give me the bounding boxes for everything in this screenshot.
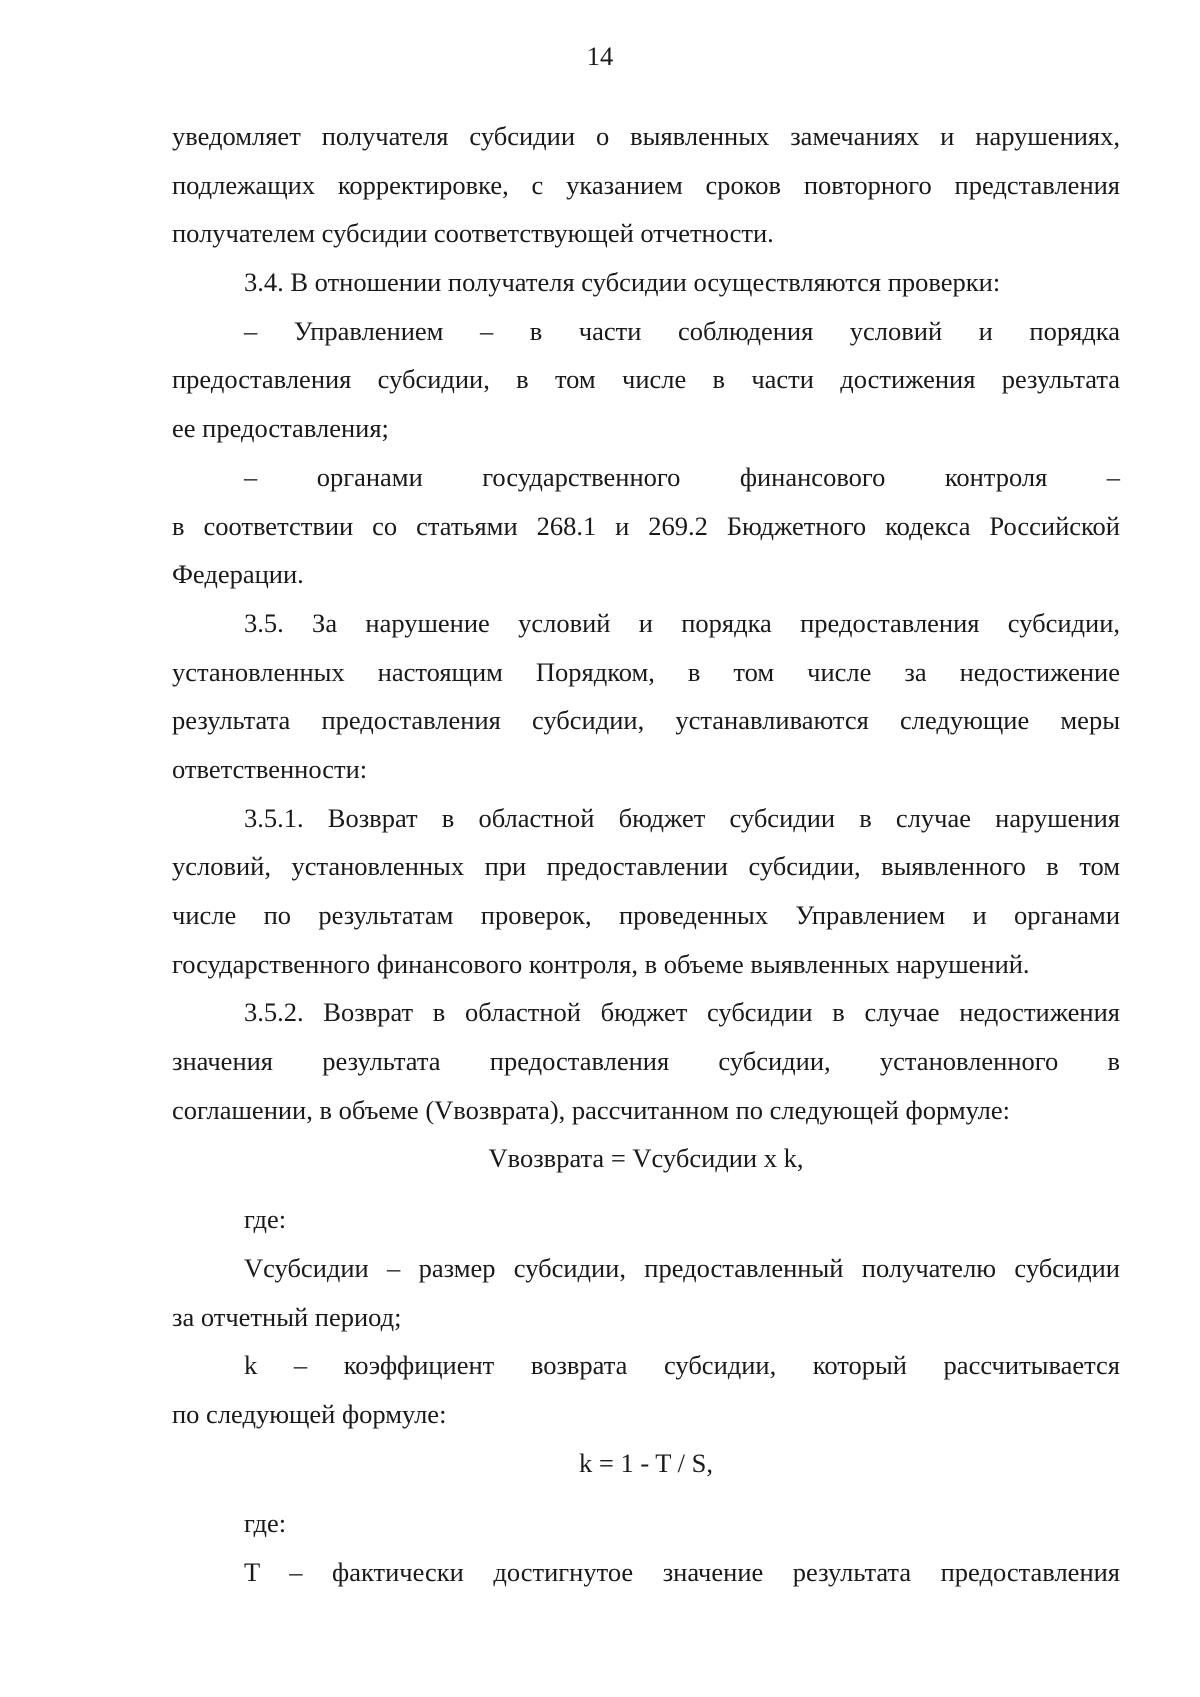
- text-line: результата предоставления субсидии, устанавливаются следующие меры: [172, 705, 1120, 736]
- list-item-line: – органами государственного финансового контроля –: [244, 461, 1120, 492]
- text-line: ответственности:: [172, 753, 368, 784]
- formula-v-return: Vвозврата = Vсубсидии x k,: [488, 1143, 804, 1174]
- text-line: получателем субсидии соответствующей отчетности.: [172, 218, 774, 249]
- spacer: [172, 1487, 1120, 1499]
- page-number: 14: [586, 41, 614, 71]
- text-line: условий, установленных при предоставлении субсидии, выявленного в том: [172, 851, 1120, 882]
- text-line: Федерации.: [172, 559, 304, 590]
- section-3-5-line: 3.5. За нарушение условий и порядка предоставления субсидии,: [244, 607, 1120, 638]
- text-line: предоставления субсидии, в том числе в части достижения результата: [172, 364, 1120, 395]
- text-line: соглашении, в объеме (Vвозврата), рассчитанном по следующей формуле:: [172, 1094, 1011, 1125]
- text-line: в соответствии со статьями 268.1 и 269.2 Бюджетного кодекса Российской: [172, 510, 1120, 541]
- text-line: значения результата предоставления субсидии, установленного в: [172, 1046, 1120, 1077]
- formula-k: k = 1 - T / S,: [579, 1447, 713, 1478]
- section-3-4-line: 3.4. В отношении получателя субсидии осуществляются проверки:: [244, 267, 1001, 298]
- where-label: где:: [244, 1204, 287, 1235]
- text-line: по следующей формуле:: [172, 1398, 447, 1429]
- text-line: ее предоставления;: [172, 413, 389, 444]
- section-3-5-1-line: 3.5.1. Возврат в областной бюджет субсидии в случае нарушения: [244, 802, 1120, 833]
- text-line: подлежащих корректировке, с указанием сроков повторного представления: [172, 169, 1120, 200]
- spacer: [172, 1183, 1120, 1195]
- text-line: государственного финансового контроля, в объеме выявленных нарушений.: [172, 948, 1030, 979]
- definition-t-line: T – фактически достигнутое значение результата предоставления: [244, 1556, 1120, 1587]
- text-line: установленных настоящим Порядком, в том числе за недостижение: [172, 656, 1120, 687]
- document-body: [172, 112, 1120, 1597]
- list-item-line: – Управлением – в части соблюдения условий и порядка: [244, 315, 1120, 346]
- text-line: уведомляет получателя субсидии о выявленных замечаниях и нарушениях,: [172, 121, 1120, 151]
- where-label: где:: [244, 1508, 287, 1539]
- definition-k-line: k – коэффициент возврата субсидии, который рассчитывается: [244, 1350, 1120, 1381]
- section-3-5-2-line: 3.5.2. Возврат в областной бюджет субсидии в случае недостижения: [244, 997, 1120, 1028]
- text-line: числе по результатам проверок, проведенных Управлением и органами: [172, 900, 1120, 930]
- definition-v-subsidy-line: Vсубсидии – размер субсидии, предоставленный получателю субсидии: [244, 1252, 1120, 1283]
- text-line: за отчетный период;: [172, 1301, 402, 1332]
